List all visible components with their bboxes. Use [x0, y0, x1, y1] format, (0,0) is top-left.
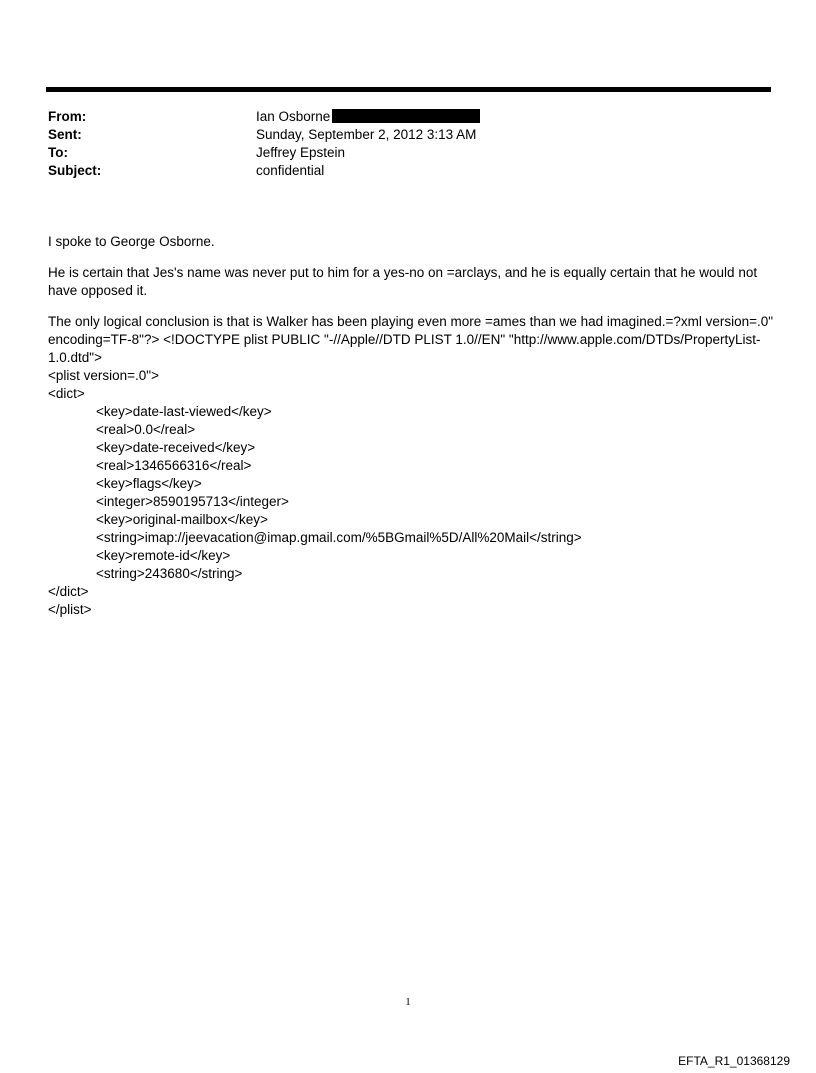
page-number: 1 — [405, 996, 411, 1008]
redaction-bar — [332, 109, 480, 123]
bates-number: EFTA_R1_01368129 — [678, 1054, 790, 1068]
xml-line: <dict> — [48, 386, 85, 401]
xml-line: <string>243680</string> — [96, 566, 243, 581]
xml-line: <key>date-received</key> — [96, 440, 256, 455]
to-row — [48, 144, 768, 162]
header-rule — [46, 87, 771, 92]
xml-line: <integer>8590195713</integer> — [96, 494, 289, 509]
body-paragraph-2: He is certain that Jes's name was never put to him for a yes-no on =arclays, and he is equally certain that he would not have opposed it. — [48, 265, 758, 298]
to-value: Jeffrey Epstein — [256, 145, 346, 160]
body-paragraph-1: I spoke to George Osborne. — [48, 234, 215, 249]
from-label: From: — [48, 109, 87, 124]
xml-line: <real>0.0</real> — [96, 422, 196, 437]
xml-line: </plist> — [48, 602, 92, 617]
xml-line: <key>remote-id</key> — [96, 548, 231, 563]
body-paragraph-3: The only logical conclusion is that is Walker has been playing even more =ames than we had imagined.=?xml version=.0" encoding=TF-8"?> <!DOCTYPE plist PUBLIC "-//Apple//DTD PLIST 1.0//EN" "http://www.apple.com/DTDs/PropertyList-1.0.dtd"> — [48, 314, 774, 365]
from-value-wrap — [256, 108, 480, 126]
from-value: Ian Osborne — [256, 109, 331, 124]
email-header — [48, 108, 768, 180]
subject-row — [48, 162, 768, 180]
sent-label: Sent: — [48, 127, 82, 142]
xml-line: <key>flags</key> — [96, 476, 202, 491]
to-label: To: — [48, 145, 68, 160]
xml-line: <plist version=.0"> — [48, 368, 159, 383]
subject-label: Subject: — [48, 163, 102, 178]
sent-row — [48, 126, 768, 144]
sent-value: Sunday, September 2, 2012 3:13 AM — [256, 127, 477, 142]
email-body — [48, 233, 774, 619]
subject-value: confidential — [256, 163, 325, 178]
xml-line: </dict> — [48, 584, 89, 599]
xml-line: <key>original-mailbox</key> — [96, 512, 268, 527]
xml-line: <real>1346566316</real> — [96, 458, 252, 473]
xml-line: <string>imap://jeevacation@imap.gmail.com/%5BGmail%5D/All%20Mail</string> — [96, 530, 582, 545]
xml-line: <key>date-last-viewed</key> — [96, 404, 272, 419]
from-row — [48, 108, 768, 126]
